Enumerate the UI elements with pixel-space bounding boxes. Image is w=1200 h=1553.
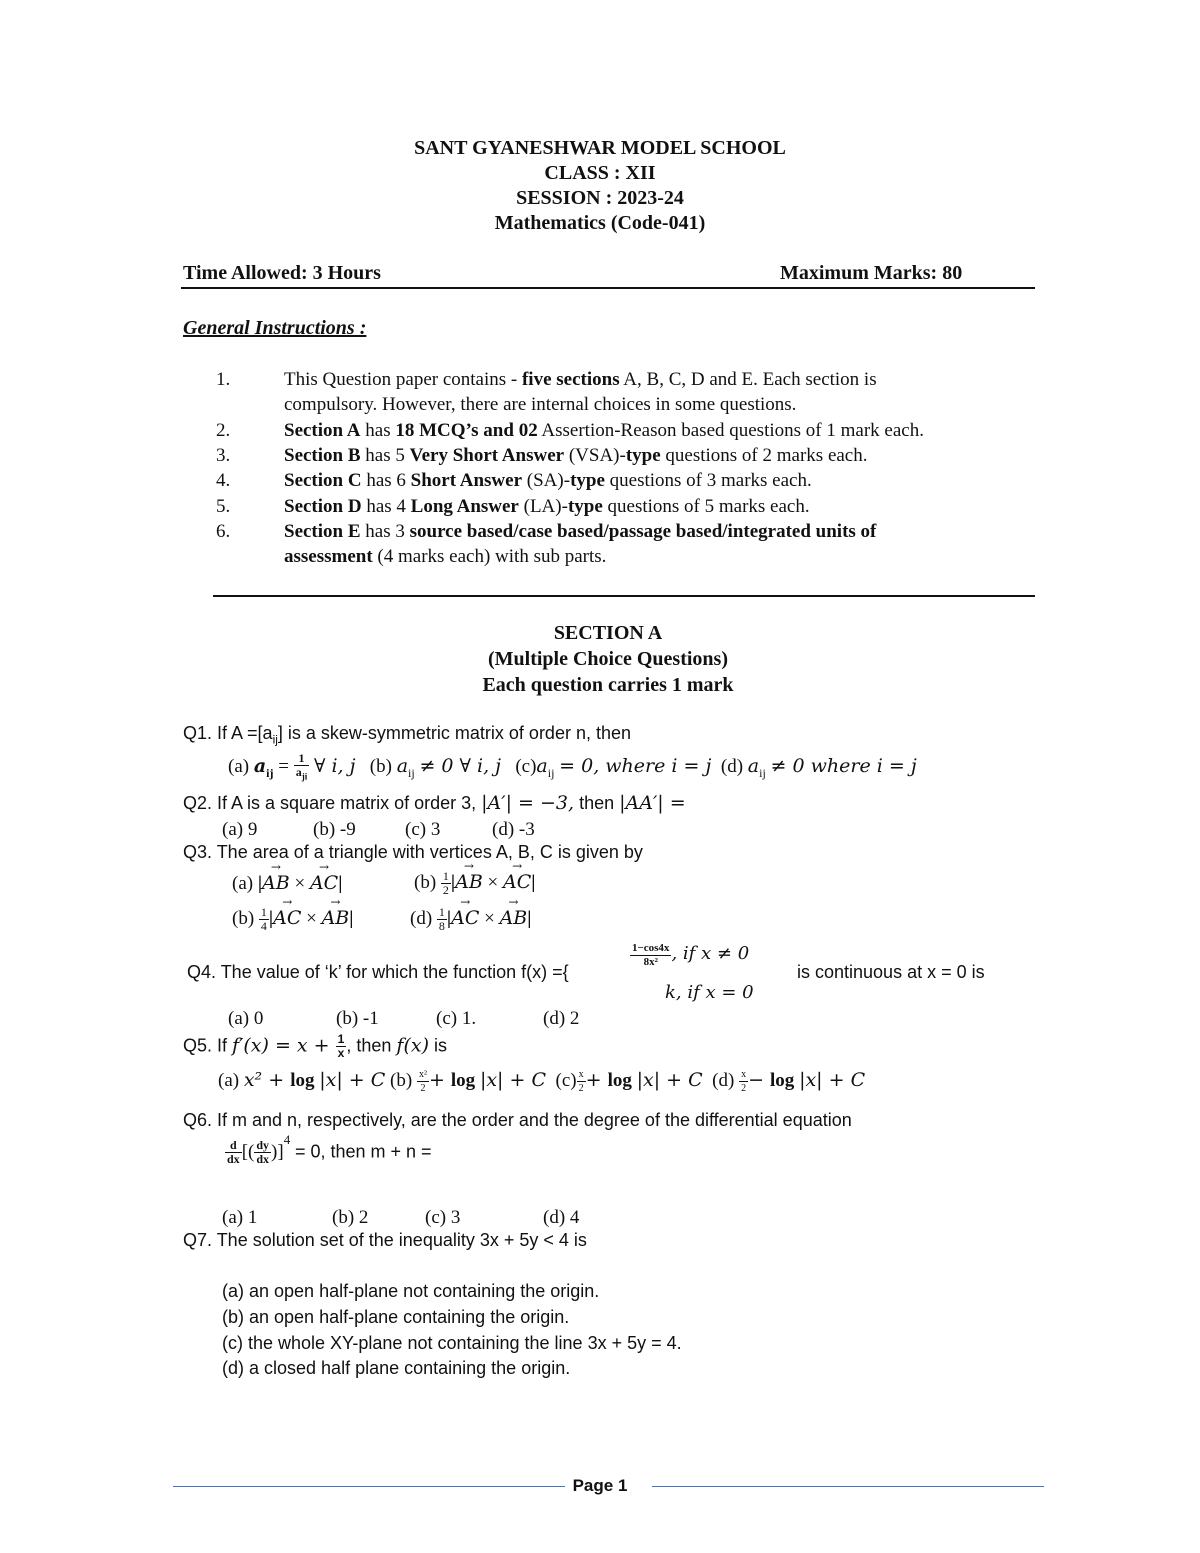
q7-option-a: (a) an open half-plane not containing the origin. (222, 1281, 600, 1301)
q4-option-c: (c) 1. (436, 1008, 477, 1029)
instruction-number: 4. (216, 470, 231, 491)
instruction-item-6: Section E has 3 source based/case based/passage based/integrated units of assessment (4 marks each) with sub parts. (284, 521, 877, 567)
instruction-number: 2. (216, 420, 231, 441)
instructions-title: General Instructions : (183, 317, 367, 339)
q5-options: (a) x² + log |x| + C (b) $\frac{\text{x²}}{2}$ + log |x| + C (c) $\frac{x}{2}$ + log |x| + C (d) $\frac{x}{2}$ − log |x| + C (218, 1068, 866, 1094)
q3-option-b: (b) $\frac{1}{2}$ |→ AB × → AC| (414, 870, 535, 897)
q4-option-b: (b) -1 (336, 1008, 379, 1029)
q2-option-c: (c) 3 (405, 819, 441, 840)
q3-option-a: (a) |→ AB × → AC| (232, 872, 342, 895)
q7-option-b: (b) an open half-plane containing the origin. (222, 1307, 570, 1327)
q4-option-d: (d) 2 (543, 1008, 580, 1029)
q7-option-c: (c) the whole XY-plane not containing the line 3x + 5y = 4. (222, 1333, 682, 1353)
subject-label: Mathematics (Code-041) (494, 212, 706, 234)
header-rule (181, 287, 1035, 289)
q2-option-a: (a) 9 (222, 819, 258, 840)
school-name: SANT GYANESHWAR MODEL SCHOOL (414, 137, 786, 159)
question-1-options: (a) $a_{ij}$ = $\frac{1}{a_{ji}}$ ∀ i, j (b) $a_{ij} \ne 0$ ∀ i, j $(c)a_{ij} = 0$, where i = j (d) $a_{ij} \ne 0$ where i = j (228, 751, 917, 782)
section-title: SECTION A (553, 622, 663, 644)
q4-piecewise: $\frac{1-\cos 4x}{\text{8x²}}$ , if x ≠ 0 (632, 942, 750, 968)
q4-option-a: (a) 0 (228, 1008, 264, 1029)
q6-option-a: (a) 1 (222, 1207, 258, 1228)
question-4: Q4. The value of ‘k’ for which the function f(x) ={ (187, 962, 569, 982)
q7-option-d: (d) a closed half plane containing the origin. (222, 1358, 571, 1378)
q3-option-c: (b) $\frac{1}{4}$ |→ AC × → AB| (232, 906, 353, 933)
question-2: Q2. If A is a square matrix of order 3, |A′| = −3, then |AA′| = (183, 792, 686, 814)
instruction-number: 5. (216, 496, 231, 517)
instruction-item-5: Section D has 4 Long Answer (LA)-type questions of 5 marks each. (284, 496, 810, 517)
q3-option-d: (d) $\frac{1}{8}$ |→ AC × → AB| (410, 906, 531, 933)
instructions-rule (213, 595, 1035, 597)
question-7: Q7. The solution set of the inequality 3x + 5y < 4 is (183, 1230, 587, 1250)
time-allowed: Time Allowed: 3 Hours (183, 262, 381, 284)
page-number: Page 1 (572, 1476, 628, 1495)
section-subtitle: (Multiple Choice Questions) (488, 648, 728, 670)
question-1: Q1. If $A =[a_{ij}]$ is a skew-symmetric matrix of order n, then (183, 723, 631, 747)
question-5: Q5. If f′(x) = x + $\frac{1}{x}$ , then f(x) is (183, 1032, 447, 1060)
q2-option-d: (d) -3 (492, 819, 535, 840)
q6-option-b: (b) 2 (332, 1207, 369, 1228)
footer-line-left (173, 1486, 565, 1487)
question-3: Q3. The area of a triangle with vertices A, B, C is given by (183, 842, 643, 862)
instruction-item-4: Section C has 6 Short Answer (SA)-type questions of 3 marks each. (284, 470, 812, 491)
q6-option-c: (c) 3 (425, 1207, 461, 1228)
q6-equation: $\frac{d}{dx}$ [( $\frac{dy}{dx}$ )]$^4$ = 0, then m + n = (227, 1132, 432, 1167)
instruction-number: 3. (216, 445, 231, 466)
section-note: Each question carries 1 mark (482, 674, 734, 696)
instruction-item-3: Section B has 5 Very Short Answer (VSA)-type questions of 2 marks each. (284, 445, 868, 466)
question-6: Q6. If m and n, respectively, are the order and the degree of the differential equation (183, 1110, 852, 1130)
instruction-item-2: Section A has 18 MCQ’s and 02 Assertion-Reason based questions of 1 mark each. (284, 420, 924, 441)
q4-case-2: k, if x = 0 (665, 982, 754, 1003)
instruction-item-1: This Question paper contains - five sections A, B, C, D and E. Each section is compulsory. However, there are internal choices in some questions. (284, 369, 877, 415)
instruction-number: 6. (216, 521, 231, 542)
instruction-number: 1. (216, 369, 231, 390)
class-label: CLASS : XII (544, 162, 656, 184)
q4-continuous: is continuous at x = 0 is (797, 962, 985, 982)
q6-option-d: (d) 4 (543, 1207, 580, 1228)
session-label: SESSION : 2023-24 (516, 187, 684, 209)
q2-option-b: (b) -9 (313, 819, 356, 840)
footer-line-right (652, 1486, 1044, 1487)
maximum-marks: Maximum Marks: 80 (780, 262, 963, 284)
